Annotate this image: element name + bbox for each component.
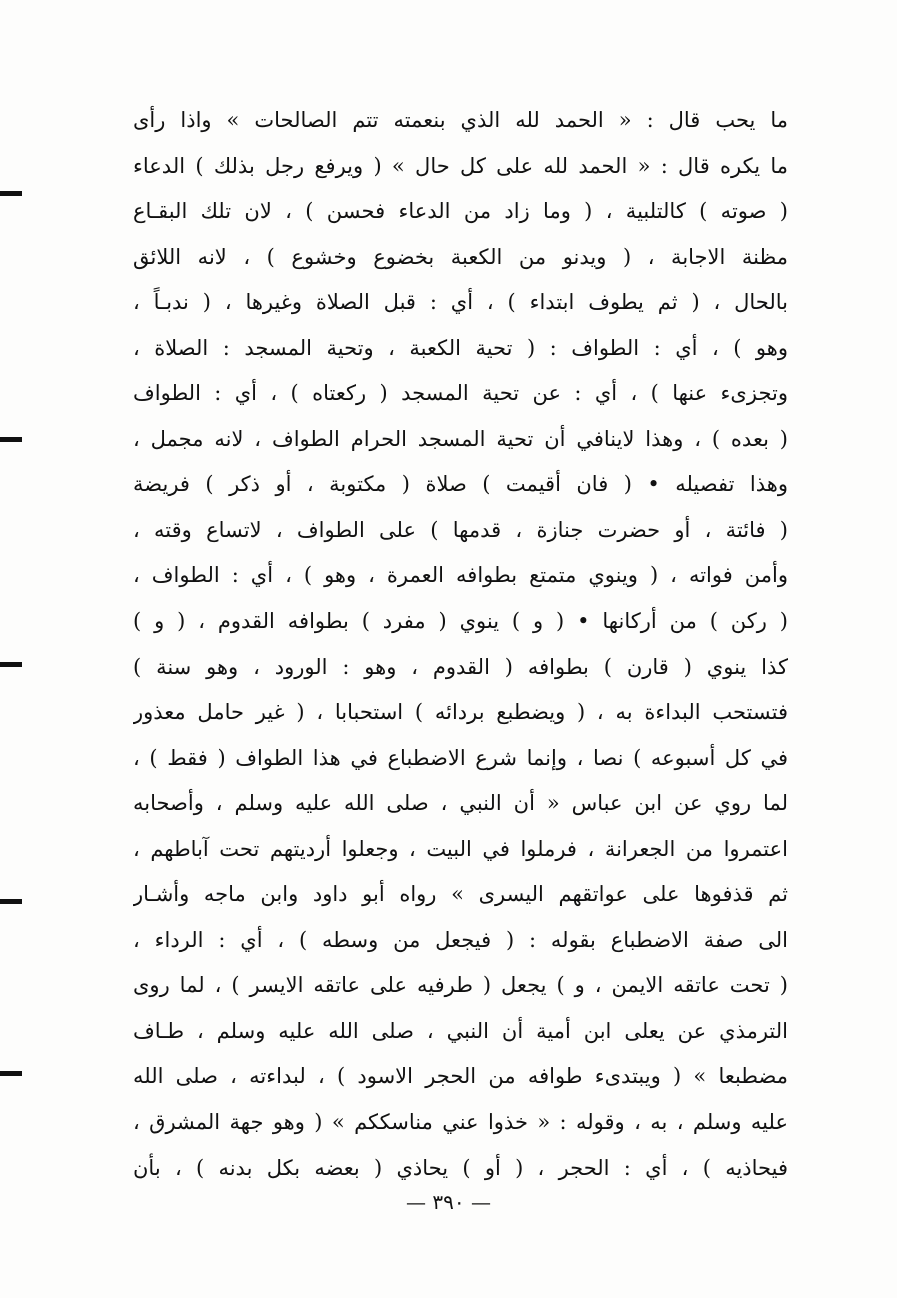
binding-mark: [0, 191, 22, 196]
text-line: وأمن فواته ، ( وينوي متمتع بطوافه العمرة ، وهو ) ، أي : الطواف ،: [133, 563, 788, 588]
text-line: مظنة الاجابة ، ( ويدنو من الكعبة بخضوع وخشوع ) ، لانه اللائق: [133, 244, 788, 269]
text-line: الترمذي عن يعلى ابن أمية أن النبي ، صلى الله عليه وسلم ، طـاف: [133, 1018, 788, 1043]
body-text: [133, 98, 788, 1191]
text-line: وهذا تفصيله • ( فان أقيمت ) صلاة ( مكتوبة ، أو ذكر ) فريضة: [133, 472, 788, 497]
text-line: ما يكره قال : « الحمد لله على كل حال » ( ويرفع رجل بذلك ) الدعاء: [133, 153, 788, 178]
text-line: وتجزىء عنها ) ، أي : عن تحية المسجد ( ركعتاه ) ، أي : الطواف: [133, 381, 788, 406]
binding-mark: [0, 1071, 22, 1076]
text-line: وهو ) ، أي : الطواف : ( تحية الكعبة ، وتحية المسجد : الصلاة ،: [133, 335, 788, 360]
text-line: مضطبعا » ( ويبتدىء طوافه من الحجر الاسود ) ، لبداءته ، صلى الله: [133, 1064, 788, 1089]
text-line: ( فائتة ، أو حضرت جنازة ، قدمها ) على الطواف ، لاتساع وقته ،: [133, 517, 788, 542]
text-line: ( تحت عاتقه الايمن ، و ) يجعل ( طرفيه على عاتقه الايسر ) ، لما روى: [133, 973, 788, 998]
text-line: ثم قذفوها على عواتقهم اليسرى » رواه أبو داود وابن ماجه وأشـار: [133, 882, 788, 907]
text-line: ( ركن ) من أركانها • ( و ) ينوي ( مفرد ) بطوافه القدوم ، ( و ): [133, 609, 788, 634]
text-line: ( صوته ) كالتلبية ، ( وما زاد من الدعاء فحسن ) ، لان تلك البقـاع: [133, 199, 788, 224]
text-line: ( بعده ) ، وهذا لاينافي أن تحية المسجد الحرام الطواف ، لانه مجمل ،: [133, 426, 788, 451]
text-line: الى صفة الاضطباع بقوله : ( فيجعل من وسطه ) ، أي : الرداء ،: [133, 927, 788, 952]
text-line: فيحاذيه ) ، أي : الحجر ، ( أو ) يحاذي ( بعضه بكل بدنه ) ، بأن: [133, 1155, 788, 1180]
binding-mark: [0, 662, 22, 667]
page-number: — ٣٩٠ —: [406, 1190, 491, 1214]
text-line: كذا ينوي ( قارن ) بطوافه ( القدوم ، وهو : الورود ، وهو سنة ): [133, 654, 788, 679]
text-line: ما يحب قال : « الحمد لله الذي بنعمته تتم الصالحات » واذا رأى: [133, 108, 788, 132]
text-line: لما روي عن ابن عباس « أن النبي ، صلى الله عليه وسلم ، وأصحابه: [133, 791, 788, 816]
binding-mark: [0, 437, 22, 442]
text-line: بالحال ، ( ثم يطوف ابتداء ) ، أي : قبل الصلاة وغيرها ، ( ندبـاً ،: [133, 290, 788, 315]
text-line: في كل أسبوعه ) نصا ، وإنما شرع الاضطباع في هذا الطواف ( فقط ) ،: [133, 745, 788, 770]
text-line: عليه وسلم ، به ، وقوله : « خذوا عني مناسككم » ( وهو جهة المشرق ،: [133, 1110, 788, 1135]
text-line: اعتمروا من الجعرانة ، فرملوا في البيت ، وجعلوا أرديتهم تحت آباطهم ،: [133, 836, 788, 861]
text-line: فتستحب البداءة به ، ( ويضطبع بردائه ) استحبابا ، ( غير حامل معذور: [133, 700, 788, 725]
binding-mark: [0, 899, 22, 904]
